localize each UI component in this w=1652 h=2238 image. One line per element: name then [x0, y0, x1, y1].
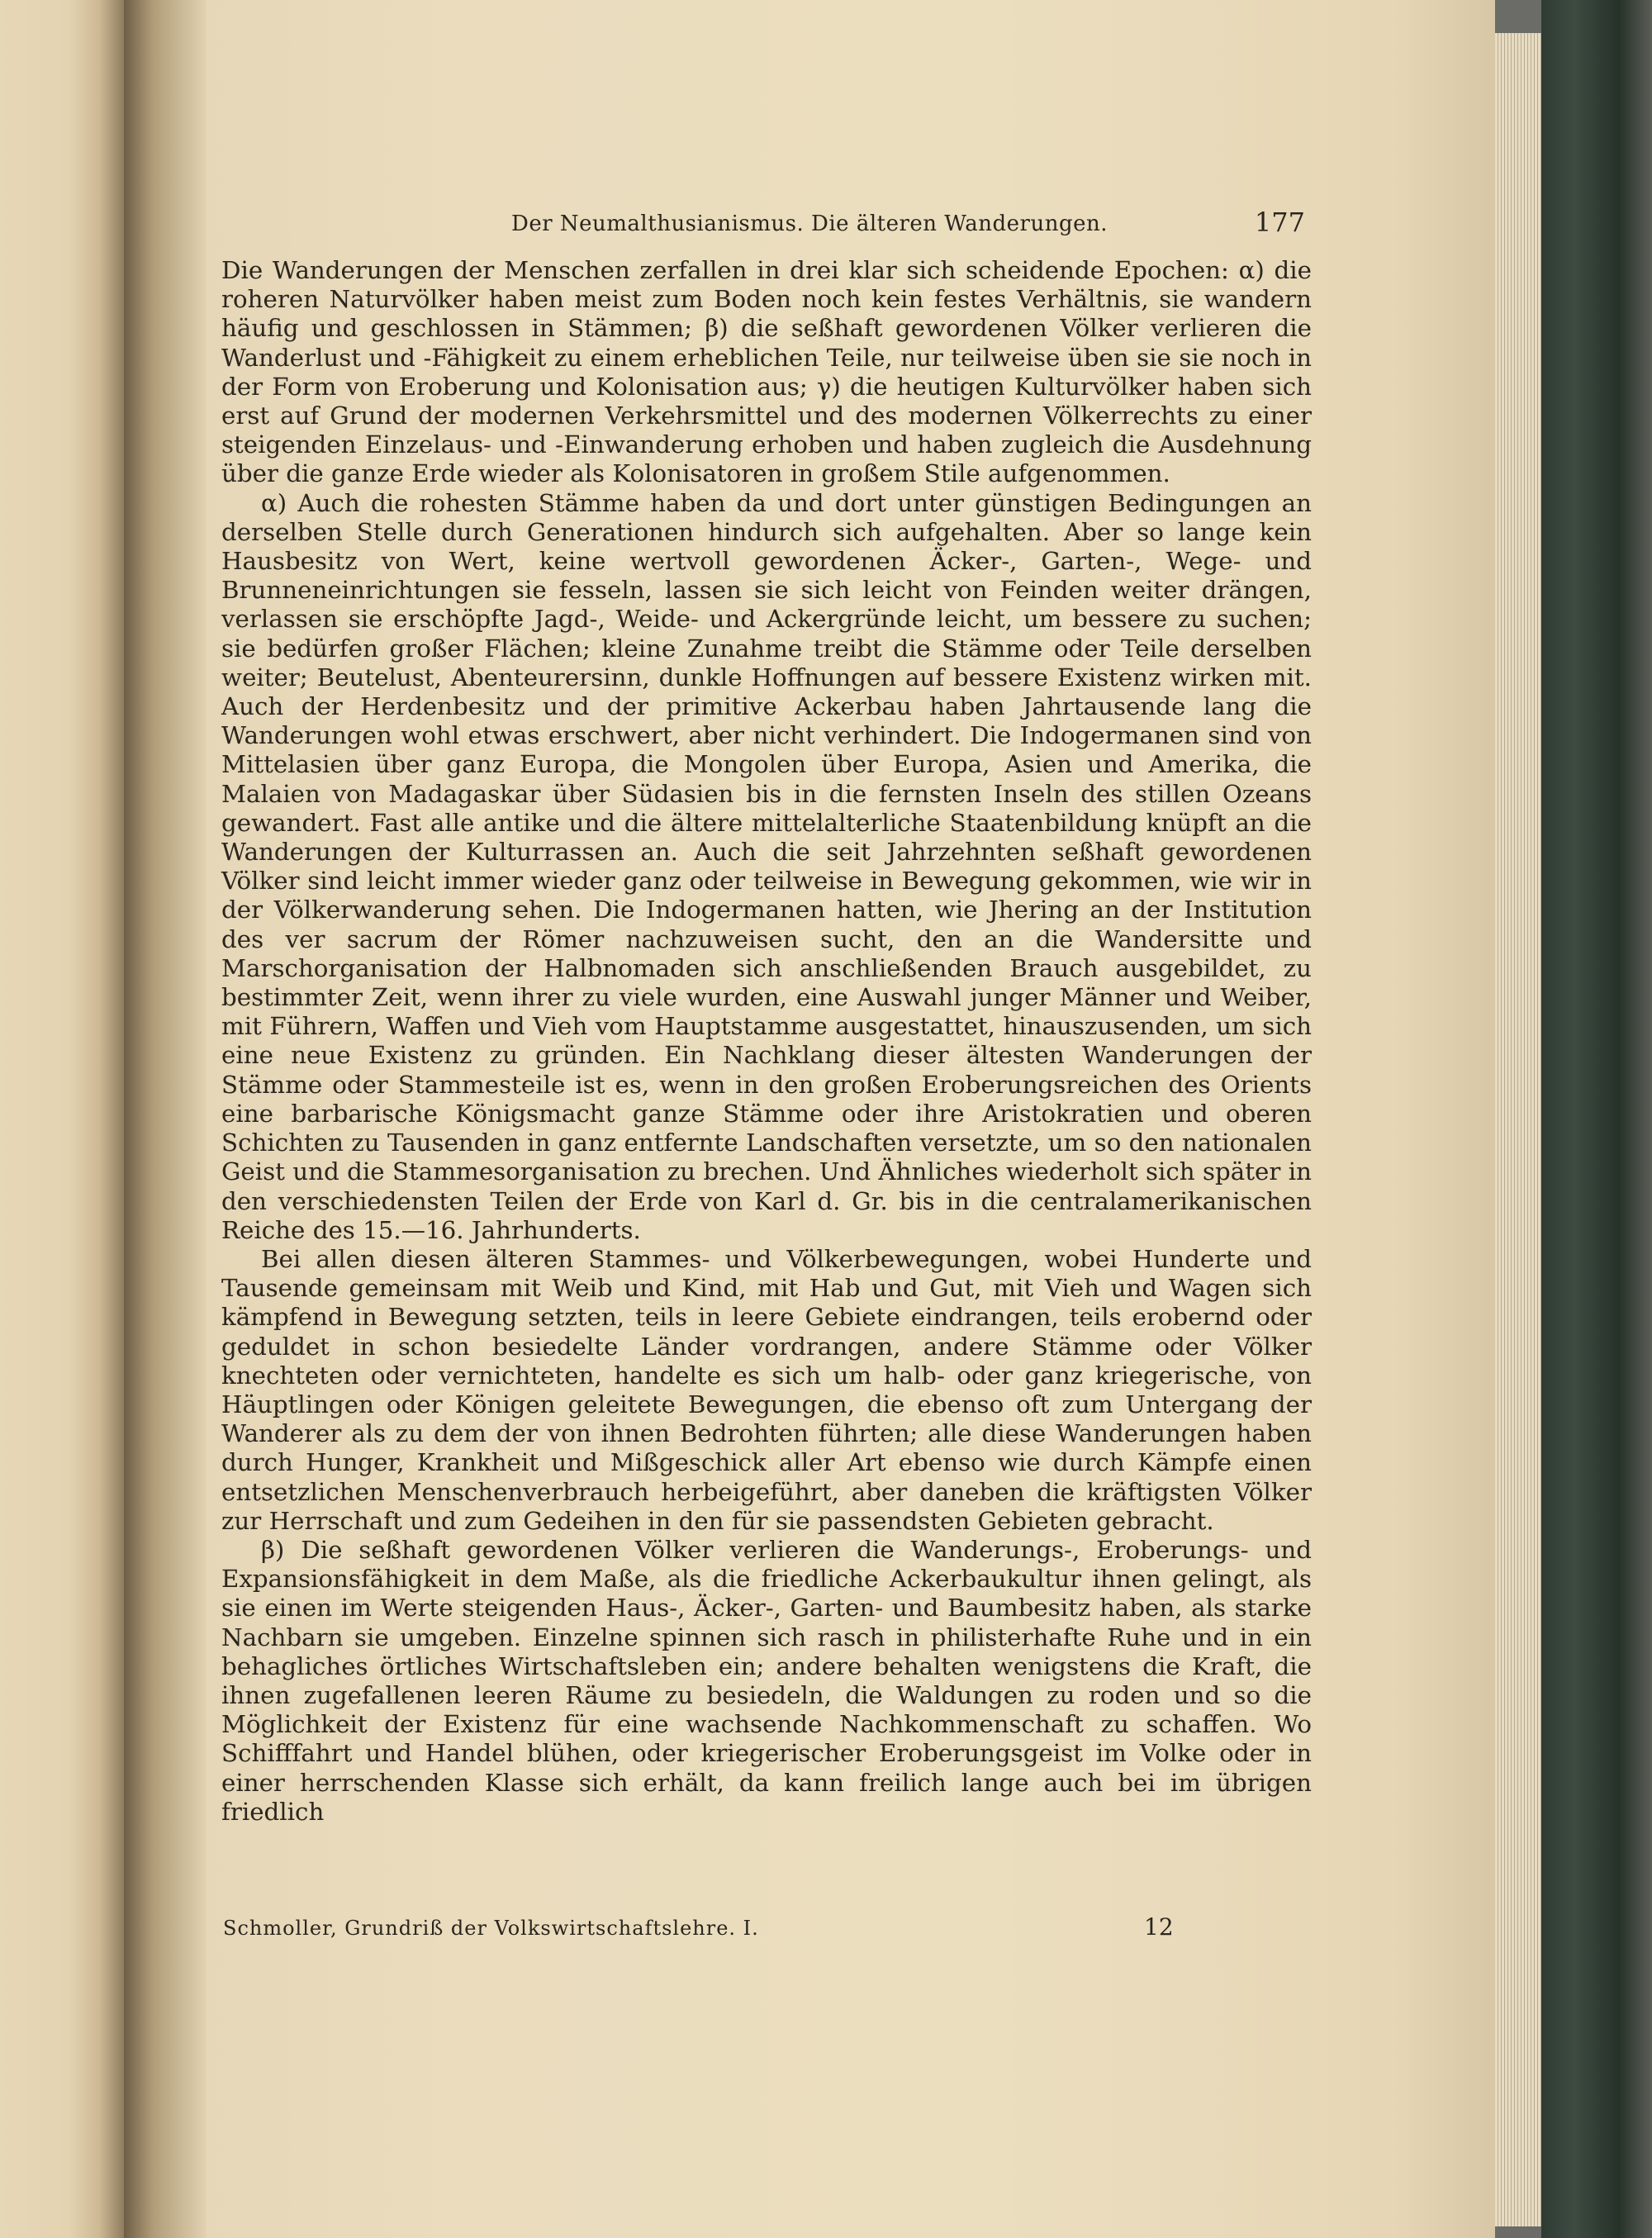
book-gutter: [124, 0, 206, 2238]
paragraph-beta: β) Die seßhaft gewordenen Völker verlieren die Wanderungs-, Eroberungs- und Expansionsfähigkeit in dem Maße, als die friedliche Ackerbaukultur ihnen gelingt, als sie einen im Werte steigenden Haus-, Äcker-, Garten- und Baumbesitz haben, als starke Nachbarn sie umgeben. Einzelne spinnen sich rasch in philisterhafte Ruhe und in ein behagliches örtliches Wirtschaftsleben ein; andere behalten wenigstens die Kraft, die ihnen zugefallenen leeren Räume zu besiedeln, die Waldungen zu roden und so die Möglichkeit der Existenz für eine wachsende Nachkommenschaft zu schaffen. Wo Schifffahrt und Handel blühen, oder kriegerischer Eroberungsgeist im Volke oder in einer herrschenden Klasse sich erhält, da kann freilich lange auch bei im übrigen friedlich: [221, 1535, 1312, 1826]
paragraph-alpha: α) Auch die rohesten Stämme haben da und dort unter günstigen Bedingungen an derselben Stelle durch Generationen hindurch sich aufgehalten. Aber so lange kein Hausbesitz von Wert, keine wertvoll gewordenen Äcker-, Garten-, Wege- und Brunneneinrichtungen sie fesseln, lassen sie sich leicht von Feinden weiter drängen, verlassen sie erschöpfte Jagd-, Weide- und Ackergründe leicht, um bessere zu suchen; sie bedürfen großer Flächen; kleine Zunahme treibt die Stämme oder Teile derselben weiter; Beutelust, Abenteurersinn, dunkle Hoffnungen auf bessere Existenz wirken mit. Auch der Herdenbesitz und der primitive Ackerbau haben Jahrtausende lang die Wanderungen wohl etwas erschwert, aber nicht verhindert. Die Indogermanen sind von Mittelasien über ganz Europa, die Mongolen über Europa, Asien und Amerika, die Malaien von Madagaskar über Südasien bis in die fernsten Inseln des stillen Ozeans gewandert. Fast alle antike und die ältere mittelalterliche Staatenbildung knüpft an die Wanderungen der Kulturrassen an. Auch die seit Jahrzehnten seßhaft gewordenen Völker sind leicht immer wieder ganz oder teilweise in Bewegung gekommen, wie wir in der Völkerwanderung sehen. Die Indogermanen hatten, wie Jhering an der Institution des ver sacrum der Römer nachzuweisen sucht, den an die Wandersitte und Marschorganisation der Halbnomaden sich anschließenden Brauch ausgebildet, zu bestimmter Zeit, wenn ihrer zu viele wurden, eine Auswahl junger Männer und Weiber, mit Führern, Waffen und Vieh vom Hauptstamme ausgestattet, hinauszusenden, um sich eine neue Existenz zu gründen. Ein Nachklang dieser ältesten Wanderungen der Stämme oder Stammesteile ist es, wenn in den großen Eroberungsreichen des Orients eine barbarische Königsmacht ganze Stämme oder ihre Aristokratien und oberen Schichten zu Tausenden in ganz entfernte Landschaften versetzte, um so den nationalen Geist und die Stammesorganisation zu brechen. Und Ähnliches wiederholt sich später in den verschiedensten Teilen der Erde von Karl d. Gr. bis in die centralamerikanischen Reiche des 15.—16. Jahrhunderts.: [221, 488, 1312, 1244]
paragraph-epochs: Die Wanderungen der Menschen zerfallen in drei klar sich scheidende Epochen: α) die roheren Naturvölker haben meist zum Boden noch kein festes Verhältnis, sie wandern häufig und geschlossen in Stämmen; β) die seßhaft gewordenen Völker verlieren die Wanderlust und -Fähigkeit zu einem erheblichen Teile, nur teilweise üben sie sie noch in der Form von Eroberung und Kolonisation aus; γ) die heutigen Kulturvölker haben sich erst auf Grund der modernen Verkehrsmittel und des modernen Völkerrechts zu einer steigenden Einzelaus- und -Einwanderung erhoben und haben zugleich die Ausdehnung über die ganze Erde wieder als Kolonisatoren in großem Stile aufgenommen.: [221, 256, 1312, 488]
page-number: 177: [1254, 207, 1305, 238]
running-title: Der Neumalthusianismus. Die älteren Wanderungen.: [510, 211, 1108, 236]
book-cover-edge: [1541, 0, 1652, 2238]
signature-mark: 12: [1144, 1913, 1174, 1941]
footer-credit: Schmoller, Grundriß der Volkswirtschaftslehre. I.: [223, 1917, 759, 1940]
page-block-edges: [1495, 33, 1541, 2226]
body-text: [221, 256, 1312, 1827]
facing-page-edge: [0, 0, 124, 2238]
page-footer: [223, 1913, 1174, 1946]
paragraph-older-movements: Bei allen diesen älteren Stammes- und Völkerbewegungen, wobei Hunderte und Tausende gemeinsam mit Weib und Kind, mit Hab und Gut, mit Vieh und Wagen sich kämpfend in Bewegung setzten, teils in leere Gebiete eindrangen, teils erobernd oder geduldet in schon besiedelte Länder vordrangen, andere Stämme oder Völker knechteten oder vernichteten, handelte es sich um halb- oder ganz kriegerische, von Häuptlingen oder Königen geleitete Bewegungen, die ebenso oft zum Untergang der Wanderer als zu dem der von ihnen Bedrohten führten; alle diese Wanderungen haben durch Hunger, Krankheit und Mißgeschick aller Art ebenso wie durch Kämpfe einen entsetzlichen Menschenverbrauch herbeigeführt, aber daneben die kräftigsten Völker zur Herrschaft und zum Gedeihen in den für sie passendsten Gebieten gebracht.: [221, 1244, 1312, 1535]
running-header: [314, 207, 1305, 243]
